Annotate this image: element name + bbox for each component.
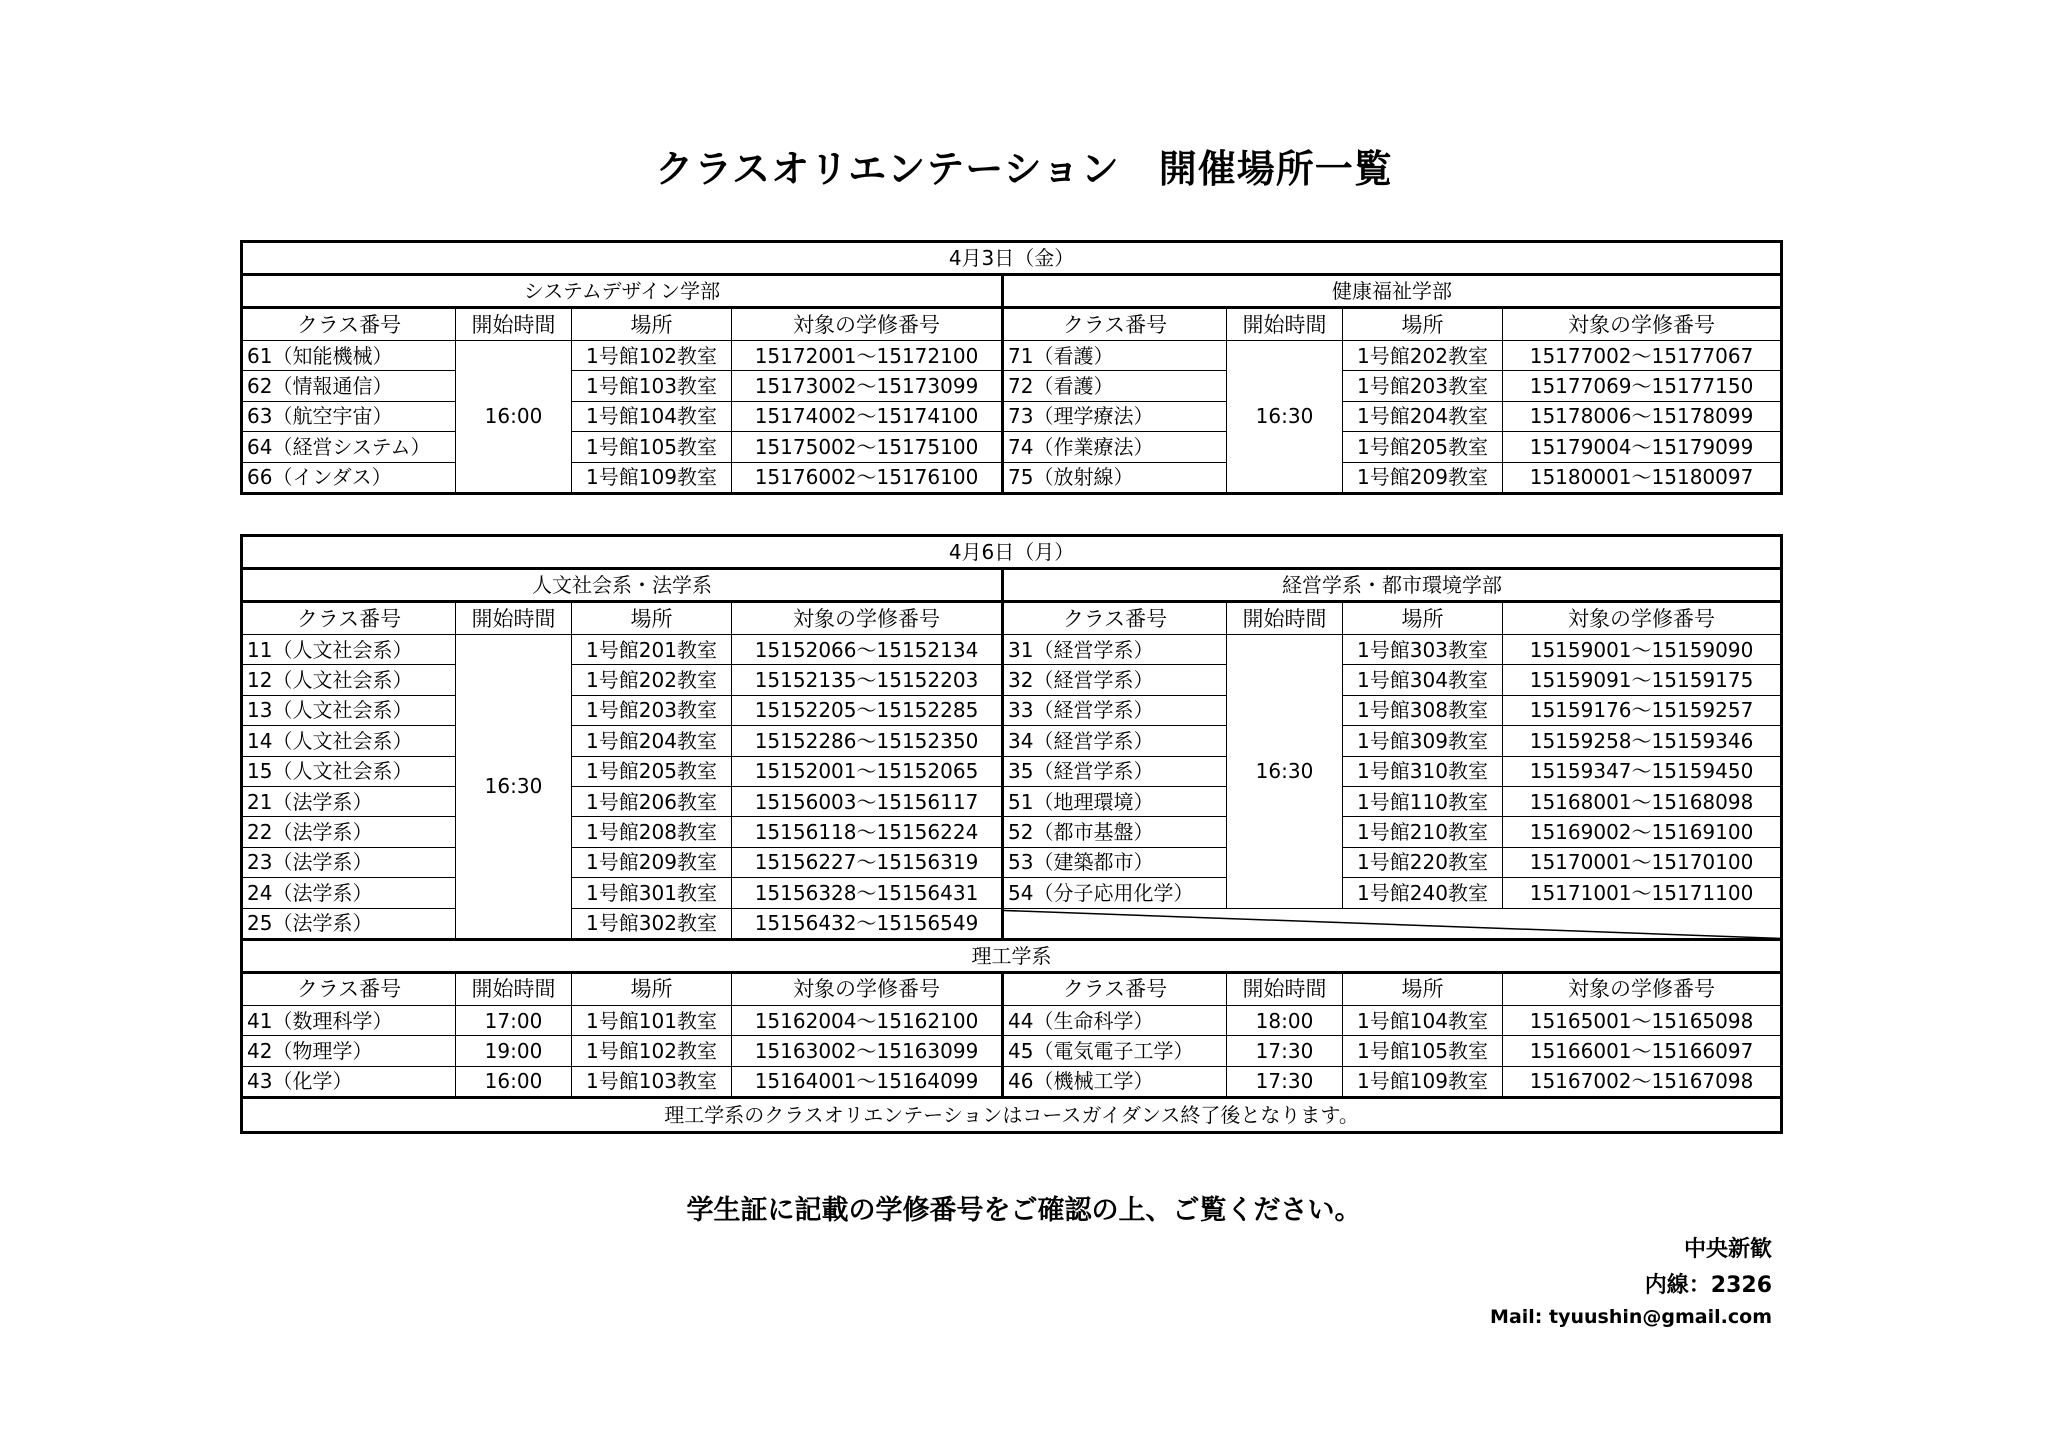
range-cell: 15167002～15167098 bbox=[1503, 1066, 1782, 1097]
class-cell: 51（地理環境） bbox=[1003, 786, 1227, 816]
table-row bbox=[242, 1036, 1782, 1066]
range-cell: 15152066～15152134 bbox=[732, 635, 1003, 665]
place-cell: 1号館240教室 bbox=[1343, 878, 1503, 908]
range-cell: 15174002～15174100 bbox=[732, 401, 1003, 431]
range-cell: 15175002～15175100 bbox=[732, 432, 1003, 462]
range-cell: 15156118～15156224 bbox=[732, 817, 1003, 847]
col-place: 場所 bbox=[1343, 308, 1503, 341]
place-cell: 1号館104教室 bbox=[1343, 1005, 1503, 1035]
range-cell: 15159347～15159450 bbox=[1503, 756, 1782, 786]
col-class: クラス番号 bbox=[1003, 308, 1227, 341]
col-place: 場所 bbox=[572, 602, 732, 635]
diagonal-line bbox=[1004, 909, 1780, 938]
science-note: 理工学系のクラスオリエンテーションはコースガイダンス終了後となります。 bbox=[242, 1098, 1782, 1133]
place-cell: 1号館103教室 bbox=[572, 1066, 732, 1097]
place-cell: 1号館310教室 bbox=[1343, 756, 1503, 786]
class-cell: 62（情報通信） bbox=[242, 371, 456, 401]
range-cell: 15159176～15159257 bbox=[1503, 695, 1782, 725]
place-cell: 1号館308教室 bbox=[1343, 695, 1503, 725]
table-row bbox=[242, 635, 1782, 665]
col-range: 対象の学修番号 bbox=[732, 308, 1003, 341]
class-cell: 41（数理科学） bbox=[242, 1005, 456, 1035]
col-range: 対象の学修番号 bbox=[1503, 602, 1782, 635]
col-time: 開始時間 bbox=[1227, 602, 1343, 635]
class-cell: 63（航空宇宙） bbox=[242, 401, 456, 431]
place-cell: 1号館102教室 bbox=[572, 341, 732, 371]
time-cell: 17:30 bbox=[1227, 1066, 1343, 1097]
range-cell: 15178006～15178099 bbox=[1503, 401, 1782, 431]
column-header-row bbox=[242, 308, 1782, 341]
place-cell: 1号館203教室 bbox=[1343, 371, 1503, 401]
schedule-table-apr6 bbox=[240, 534, 1783, 1134]
class-cell: 52（都市基盤） bbox=[1003, 817, 1227, 847]
class-cell: 71（看護） bbox=[1003, 341, 1227, 371]
class-cell: 66（インダス） bbox=[242, 462, 456, 493]
class-cell: 22（法学系） bbox=[242, 817, 456, 847]
range-cell: 15166001～15166097 bbox=[1503, 1036, 1782, 1066]
col-place: 場所 bbox=[1343, 972, 1503, 1005]
col-range: 対象の学修番号 bbox=[1503, 308, 1782, 341]
col-class: クラス番号 bbox=[1003, 602, 1227, 635]
class-cell: 21（法学系） bbox=[242, 786, 456, 816]
range-cell: 15159258～15159346 bbox=[1503, 726, 1782, 756]
place-cell: 1号館303教室 bbox=[1343, 635, 1503, 665]
table-row bbox=[242, 1066, 1782, 1097]
range-cell: 15169002～15169100 bbox=[1503, 817, 1782, 847]
place-cell: 1号館105教室 bbox=[1343, 1036, 1503, 1066]
contact-mail: Mail: tyuushin@gmail.com bbox=[1490, 1306, 1772, 1328]
place-cell: 1号館102教室 bbox=[572, 1036, 732, 1066]
class-cell: 15（人文社会系） bbox=[242, 756, 456, 786]
class-cell: 54（分子応用化学） bbox=[1003, 878, 1227, 908]
col-class: クラス番号 bbox=[1003, 972, 1227, 1005]
range-cell: 15156328～15156431 bbox=[732, 878, 1003, 908]
class-cell: 64（経営システム） bbox=[242, 432, 456, 462]
class-cell: 24（法学系） bbox=[242, 878, 456, 908]
range-cell: 15152001～15152065 bbox=[732, 756, 1003, 786]
place-cell: 1号館209教室 bbox=[572, 847, 732, 877]
place-cell: 1号館205教室 bbox=[572, 756, 732, 786]
range-cell: 15177069～15177150 bbox=[1503, 371, 1782, 401]
faculty-header-right: 健康福祉学部 bbox=[1003, 275, 1782, 308]
place-cell: 1号館302教室 bbox=[572, 908, 732, 939]
contact-name: 中央新歓 bbox=[1683, 1237, 1772, 1262]
date-header: 4月6日（月） bbox=[242, 536, 1782, 569]
range-cell: 15177002～15177067 bbox=[1503, 341, 1782, 371]
date-header: 4月3日（金） bbox=[242, 242, 1782, 275]
place-cell: 1号館202教室 bbox=[572, 665, 732, 695]
class-cell: 44（生命科学） bbox=[1003, 1005, 1227, 1035]
range-cell: 15152286～15152350 bbox=[732, 726, 1003, 756]
class-cell: 25（法学系） bbox=[242, 908, 456, 939]
class-cell: 33（経営学系） bbox=[1003, 695, 1227, 725]
range-cell: 15170001～15170100 bbox=[1503, 847, 1782, 877]
range-cell: 15171001～15171100 bbox=[1503, 878, 1782, 908]
time-cell: 16:30 bbox=[456, 635, 572, 940]
place-cell: 1号館101教室 bbox=[572, 1005, 732, 1035]
class-cell: 11（人文社会系） bbox=[242, 635, 456, 665]
class-cell: 23（法学系） bbox=[242, 847, 456, 877]
empty-slash-cell bbox=[1003, 908, 1782, 939]
place-cell: 1号館309教室 bbox=[1343, 726, 1503, 756]
range-cell: 15156432～15156549 bbox=[732, 908, 1003, 939]
place-cell: 1号館110教室 bbox=[1343, 786, 1503, 816]
place-cell: 1号館210教室 bbox=[1343, 817, 1503, 847]
range-cell: 15152135～15152203 bbox=[732, 665, 1003, 695]
class-cell: 74（作業療法） bbox=[1003, 432, 1227, 462]
col-range: 対象の学修番号 bbox=[1503, 972, 1782, 1005]
table-row bbox=[242, 1005, 1782, 1035]
class-cell: 34（経営学系） bbox=[1003, 726, 1227, 756]
place-cell: 1号館103教室 bbox=[572, 371, 732, 401]
col-range: 対象の学修番号 bbox=[732, 602, 1003, 635]
col-time: 開始時間 bbox=[456, 602, 572, 635]
range-cell: 15156003～15156117 bbox=[732, 786, 1003, 816]
place-cell: 1号館201教室 bbox=[572, 635, 732, 665]
schedule-table-apr3 bbox=[240, 240, 1783, 495]
class-cell: 14（人文社会系） bbox=[242, 726, 456, 756]
col-class: クラス番号 bbox=[242, 972, 456, 1005]
range-cell: 15164001～15164099 bbox=[732, 1066, 1003, 1097]
table-row bbox=[242, 341, 1782, 371]
col-class: クラス番号 bbox=[242, 308, 456, 341]
col-place: 場所 bbox=[572, 972, 732, 1005]
col-place: 場所 bbox=[1343, 602, 1503, 635]
range-cell: 15152205～15152285 bbox=[732, 695, 1003, 725]
place-cell: 1号館202教室 bbox=[1343, 341, 1503, 371]
time-cell: 16:00 bbox=[456, 1066, 572, 1097]
col-class: クラス番号 bbox=[242, 602, 456, 635]
class-cell: 75（放射線） bbox=[1003, 462, 1227, 493]
class-cell: 13（人文社会系） bbox=[242, 695, 456, 725]
time-cell: 16:30 bbox=[1227, 341, 1343, 494]
place-cell: 1号館205教室 bbox=[1343, 432, 1503, 462]
time-cell: 18:00 bbox=[1227, 1005, 1343, 1035]
confirm-notice: 学生証に記載の学修番号をご確認の上、ご覧ください。 bbox=[686, 1195, 1362, 1226]
class-cell: 32（経営学系） bbox=[1003, 665, 1227, 695]
time-cell: 17:00 bbox=[456, 1005, 572, 1035]
range-cell: 15159091～15159175 bbox=[1503, 665, 1782, 695]
range-cell: 15168001～15168098 bbox=[1503, 786, 1782, 816]
time-cell: 17:30 bbox=[1227, 1036, 1343, 1066]
range-cell: 15179004～15179099 bbox=[1503, 432, 1782, 462]
time-cell: 16:00 bbox=[456, 341, 572, 494]
place-cell: 1号館204教室 bbox=[572, 726, 732, 756]
col-time: 開始時間 bbox=[1227, 308, 1343, 341]
class-cell: 72（看護） bbox=[1003, 371, 1227, 401]
place-cell: 1号館206教室 bbox=[572, 786, 732, 816]
class-cell: 12（人文社会系） bbox=[242, 665, 456, 695]
range-cell: 15159001～15159090 bbox=[1503, 635, 1782, 665]
col-time: 開始時間 bbox=[456, 972, 572, 1005]
place-cell: 1号館203教室 bbox=[572, 695, 732, 725]
range-cell: 15163002～15163099 bbox=[732, 1036, 1003, 1066]
place-cell: 1号館109教室 bbox=[1343, 1066, 1503, 1097]
column-header-row bbox=[242, 602, 1782, 635]
place-cell: 1号館204教室 bbox=[1343, 401, 1503, 431]
place-cell: 1号館208教室 bbox=[572, 817, 732, 847]
class-cell: 43（化学） bbox=[242, 1066, 456, 1097]
col-range: 対象の学修番号 bbox=[732, 972, 1003, 1005]
faculty-header-right: 経営学系・都市環境学部 bbox=[1003, 569, 1782, 602]
class-cell: 73（理学療法） bbox=[1003, 401, 1227, 431]
time-cell: 16:30 bbox=[1227, 635, 1343, 909]
column-header-row bbox=[242, 972, 1782, 1005]
col-time: 開始時間 bbox=[1227, 972, 1343, 1005]
col-place: 場所 bbox=[572, 308, 732, 341]
place-cell: 1号館304教室 bbox=[1343, 665, 1503, 695]
faculty-header-left: システムデザイン学部 bbox=[242, 275, 1003, 308]
class-cell: 42（物理学） bbox=[242, 1036, 456, 1066]
place-cell: 1号館209教室 bbox=[1343, 462, 1503, 493]
class-cell: 45（電気電子工学） bbox=[1003, 1036, 1227, 1066]
class-cell: 46（機械工学） bbox=[1003, 1066, 1227, 1097]
place-cell: 1号館301教室 bbox=[572, 878, 732, 908]
place-cell: 1号館104教室 bbox=[572, 401, 732, 431]
range-cell: 15162004～15162100 bbox=[732, 1005, 1003, 1035]
place-cell: 1号館105教室 bbox=[572, 432, 732, 462]
place-cell: 1号館109教室 bbox=[572, 462, 732, 493]
faculty-header-left: 人文社会系・法学系 bbox=[242, 569, 1003, 602]
range-cell: 15176002～15176100 bbox=[732, 462, 1003, 493]
class-cell: 53（建築都市） bbox=[1003, 847, 1227, 877]
range-cell: 15156227～15156319 bbox=[732, 847, 1003, 877]
range-cell: 15165001～15165098 bbox=[1503, 1005, 1782, 1035]
page-title: クラスオリエンテーション 開催場所一覧 bbox=[655, 147, 1393, 191]
col-time: 開始時間 bbox=[456, 308, 572, 341]
contact-extension: 内線：2326 bbox=[1644, 1273, 1772, 1298]
class-cell: 35（経営学系） bbox=[1003, 756, 1227, 786]
class-cell: 61（知能機械） bbox=[242, 341, 456, 371]
time-cell: 19:00 bbox=[456, 1036, 572, 1066]
range-cell: 15180001～15180097 bbox=[1503, 462, 1782, 493]
place-cell: 1号館220教室 bbox=[1343, 847, 1503, 877]
range-cell: 15172001～15172100 bbox=[732, 341, 1003, 371]
science-faculty-header: 理工学系 bbox=[242, 939, 1782, 972]
range-cell: 15173002～15173099 bbox=[732, 371, 1003, 401]
class-cell: 31（経営学系） bbox=[1003, 635, 1227, 665]
